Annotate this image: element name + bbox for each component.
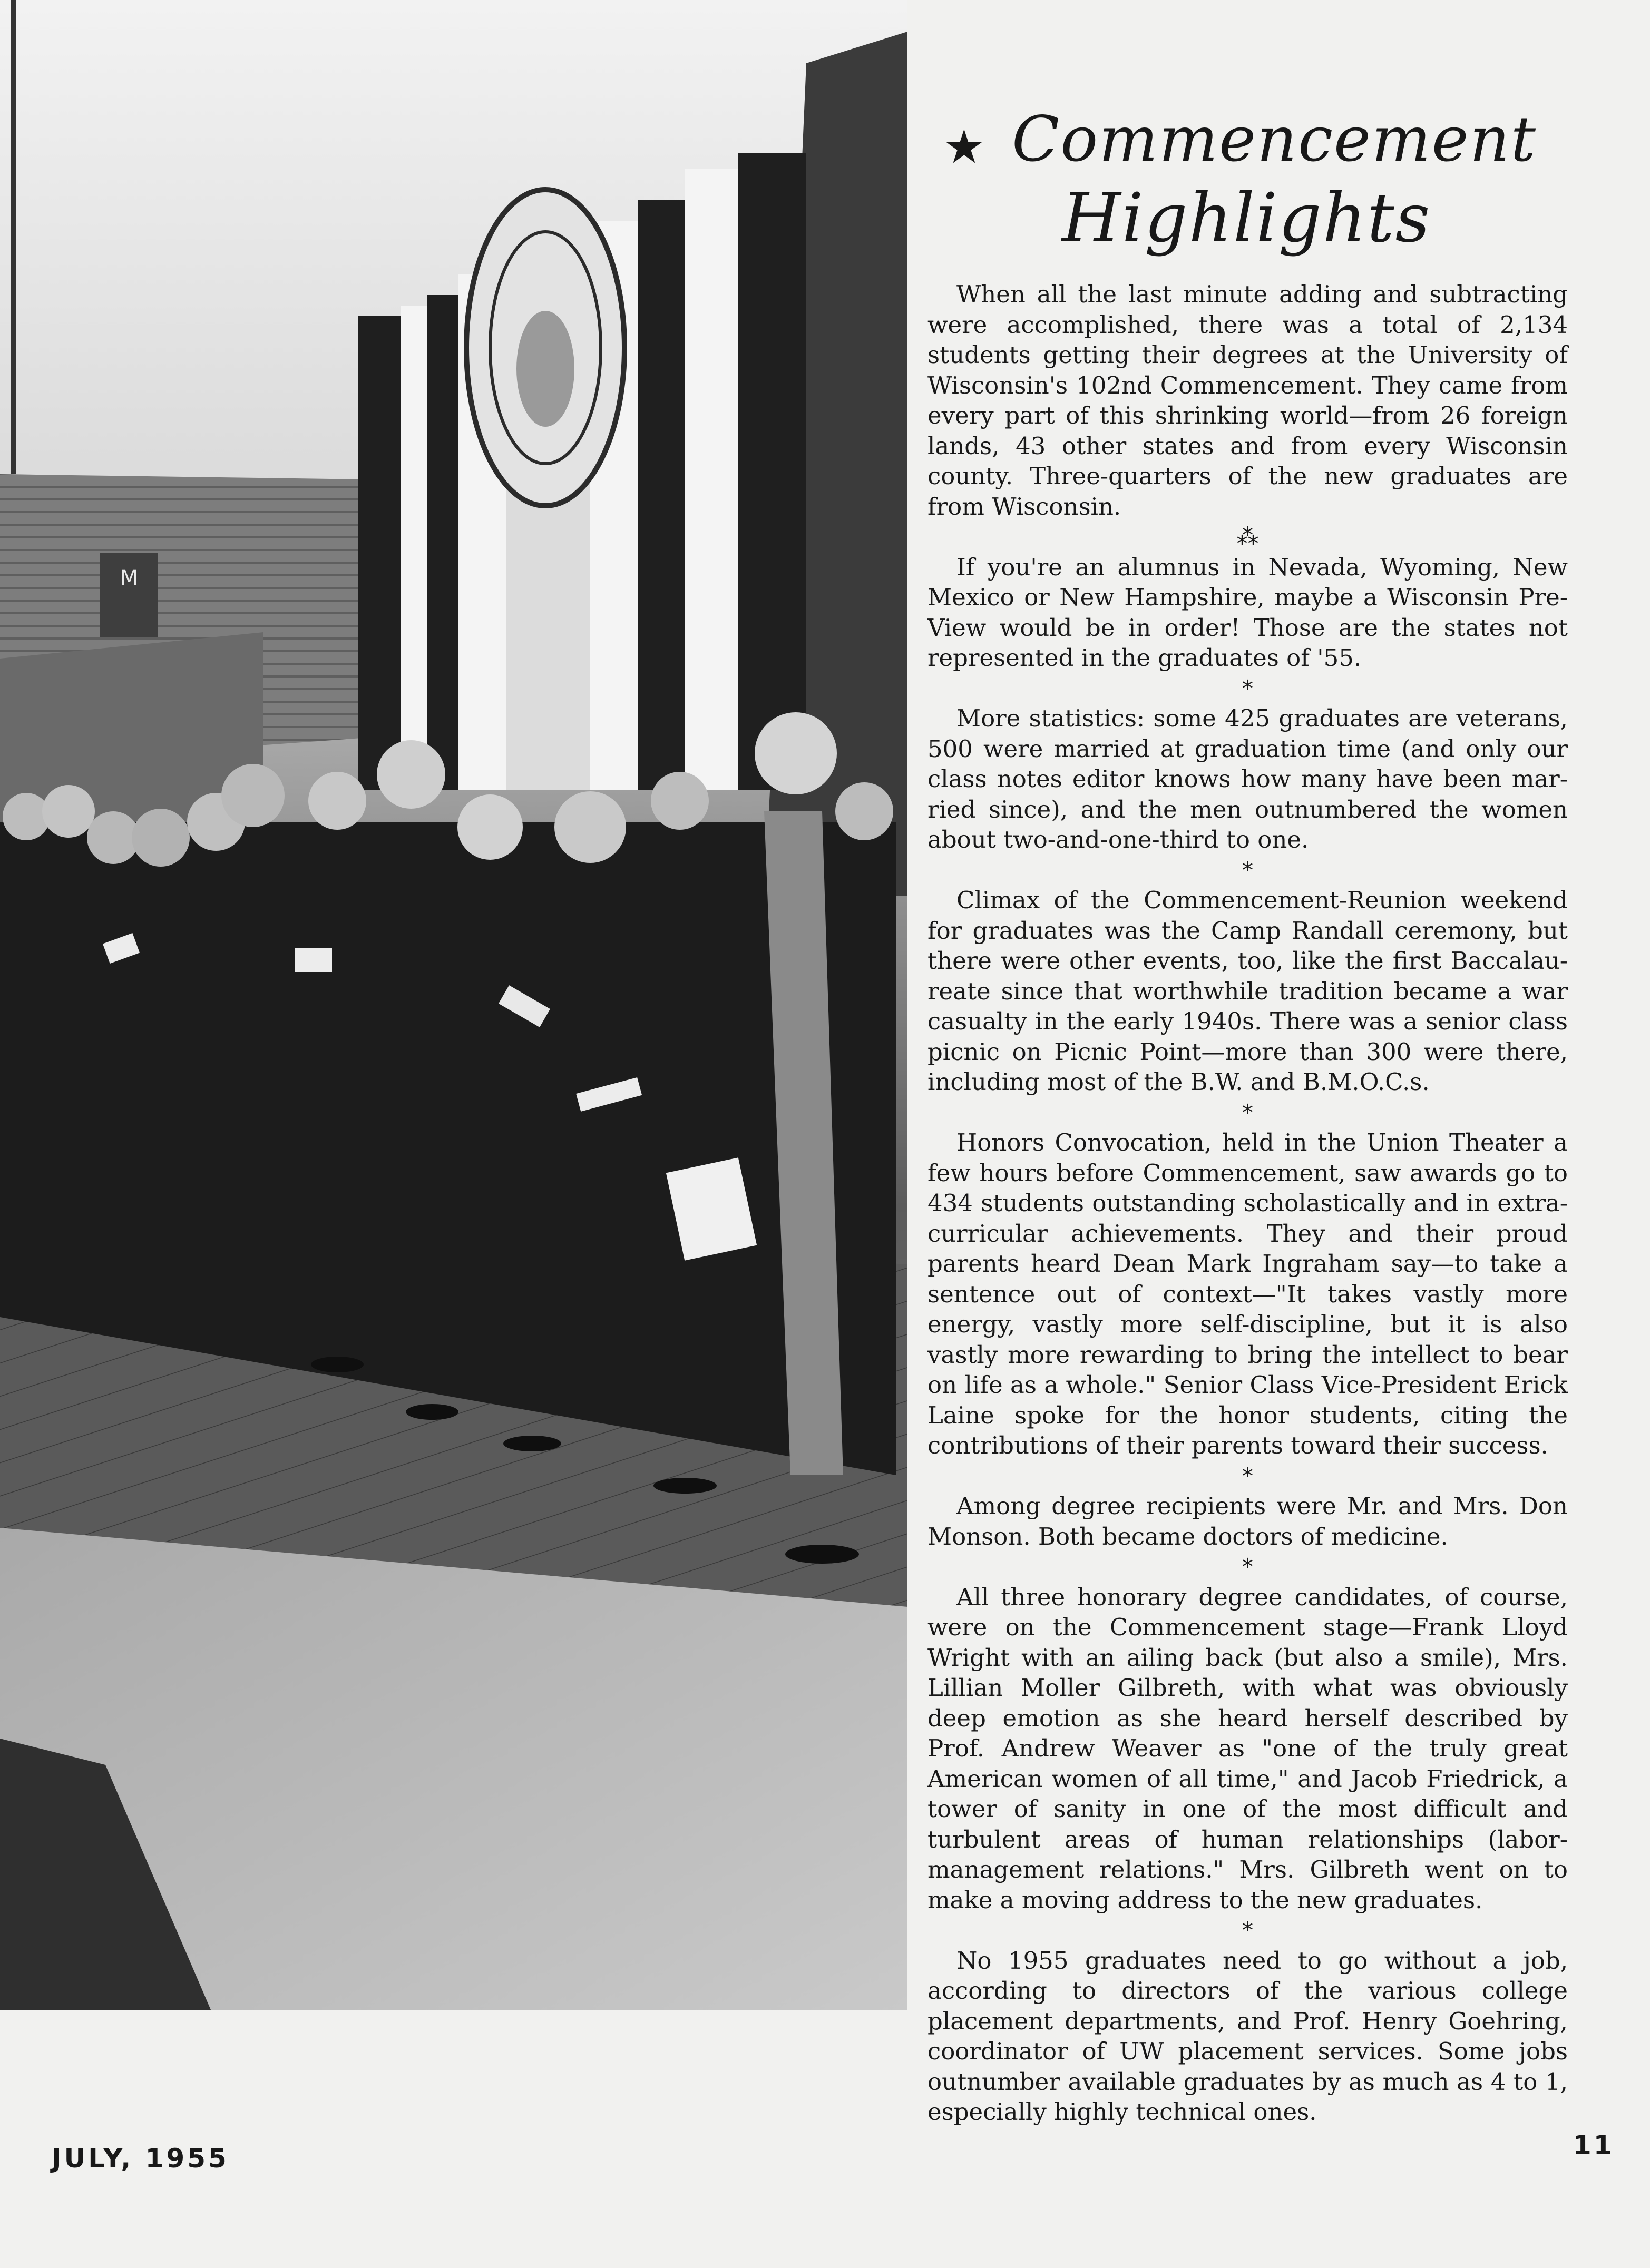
section-separator: * [1242, 1099, 1253, 1125]
article-paragraph: No 1955 graduates need to go without a job, according to directors of the various college placement departments, and Prof. Henry Goehring, coordinator of UW placement services. Some jobs outnumber available graduates by as much as 4 to 1, especially highly technical ones. [927, 1946, 1568, 2126]
section-separator: * [1242, 1917, 1253, 1943]
section-separator: ⁂ [1236, 524, 1259, 549]
banner-dark-1 [358, 316, 401, 790]
article-paragraph: All three honorary degree candidates, of course, were on the Commencement stage—Frank Lloyd Wright with an ailing back (but also a smile), Mrs. Lillian Moller Gilbreth, with what was obviously deep emotion as she heard herself described by Prof. Andrew Weaver as "one of the truly great American women of all time," and Jacob Friedrick, a tower of sanity in one of the most difficult and turbulent areas of human relationships (labor-management relations." Mrs. Gilbreth went on to make a moving address to the new graduates. [927, 1583, 1568, 1914]
page-number: 11 [1573, 2130, 1614, 2161]
banner-white-1 [401, 306, 427, 790]
university-seal-emblem [516, 311, 574, 427]
section-separator: * [1242, 675, 1253, 701]
article [927, 105, 1568, 2127]
section-separator: * [1242, 857, 1253, 883]
article-title-line-2: Highlights [1062, 179, 1431, 258]
scoreboard-sign-letter: M [120, 566, 139, 590]
article-title [927, 105, 1568, 279]
star-icon: ★ [943, 120, 985, 174]
banner-dark-4 [738, 153, 806, 790]
article-paragraph: When all the last minute adding and subtracting were accomplished, there was a total of 2,134 students getting their degrees at the University of Wisconsin's 102nd Commencement. They came from every part of this shrinking world—from 26 foreign lands, 43 other states and from every Wisconsin county. Three-quarters of the new graduates are from Wisconsin. [927, 280, 1568, 521]
issue-date: JULY, 1955 [52, 2143, 229, 2174]
flag-pole [11, 0, 16, 474]
commencement-photo [0, 0, 907, 2010]
article-title-line-1: Commencement [1012, 103, 1537, 175]
banner-white-4 [685, 169, 738, 790]
section-separator: * [1242, 1554, 1253, 1579]
article-paragraph: Honors Convocation, held in the Union Theater a few hours before Commencement, saw awards go to 434 students outstanding scholastically and in extra-curricular achievements. They and their proud parents heard Dean Mark Ingraham say—to take a sentence out of context—"It takes vastly more energy, vastly more self-discipline, but it is also vastly more rewarding to bring the intellect to bear on life as a whole." Senior Class Vice-President Erick Laine spoke for the honor students, citing the contributions of their parents toward their success. [927, 1128, 1568, 1459]
banner-dark-2 [427, 295, 458, 790]
article-paragraph: If you're an alumnus in Nevada, Wyoming, New Mexico or New Hampshire, maybe a Wisconsin Pre-View would be in order! Those are the states not represented in the graduates of '55. [927, 553, 1568, 672]
article-paragraph: Among degree recipients were Mr. and Mrs. Don Monson. Both became doctors of medicine. [927, 1492, 1568, 1550]
article-paragraph: More statistics: some 425 graduates are veterans, 500 were married at graduation time (and only our class notes editor knows how many have been married since), and the men outnumbered the women about two-and-one-third to one. [927, 704, 1568, 853]
article-paragraph: Climax of the Commencement-Reunion weekend for graduates was the Camp Randall ceremony, but there were other events, too, like the first Baccalaureate since that worthwhile tradition became a war casualty in the early 1940s. There was a senior class picnic on Picnic Point—more than 300 were there, including most of the B.W. and B.M.O.C.s. [927, 886, 1568, 1096]
section-separator: * [1242, 1462, 1253, 1489]
banner-dark-3 [638, 200, 685, 790]
